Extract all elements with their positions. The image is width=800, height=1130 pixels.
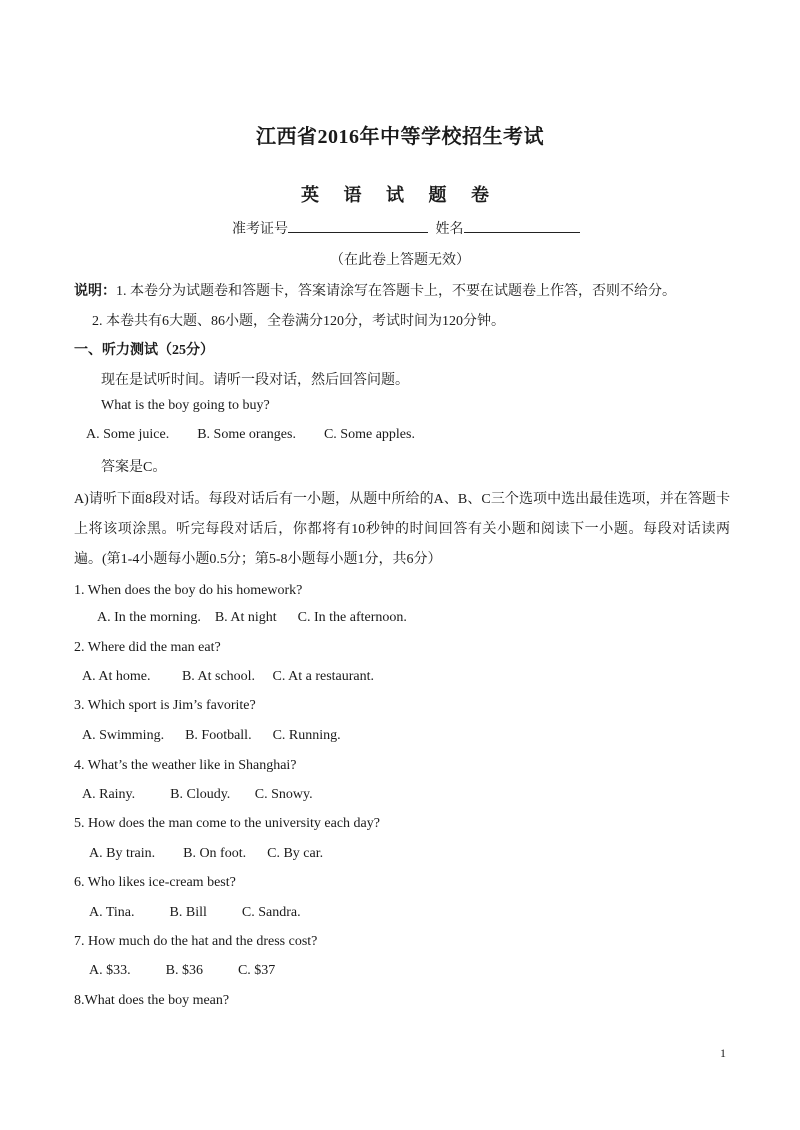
question-7: 7. How much do the hat and the dress cost? <box>74 934 318 949</box>
question-1: 1. When does the boy do his homework? <box>74 583 303 598</box>
name-blank <box>464 218 580 233</box>
question-4: 4. What’s the weather like in Shanghai? <box>74 758 297 773</box>
question-6-options: A. Tina. B. Bill C. Sandra. <box>89 905 301 920</box>
section-heading: 一、听力测试（25分） <box>74 343 214 358</box>
question-2-options: A. At home. B. At school. C. At a restaurant. <box>82 669 375 684</box>
instruction-label: 说明： <box>74 284 116 299</box>
example-answer: 答案是C。 <box>101 460 167 475</box>
example-question: What is the boy going to buy? <box>101 398 270 413</box>
question-7-options: A. $33. B. $36 C. $37 <box>89 963 276 978</box>
page-number: 1 <box>720 1046 726 1060</box>
question-3: 3. Which sport is Jim’s favorite? <box>74 698 256 713</box>
candidate-fields <box>232 218 580 238</box>
example-intro: 现在是试听时间。请听一段对话，然后回答问题。 <box>101 373 409 388</box>
question-8: 8.What does the boy mean? <box>74 993 230 1008</box>
question-1-options: A. In the morning. B. At night C. In the afternoon. <box>97 610 407 625</box>
exam-subtitle: 英 语 试 题 卷 <box>301 185 499 205</box>
example-options: A. Some juice. B. Some oranges. C. Some apples. <box>86 427 415 442</box>
name-label: 姓名 <box>435 222 464 237</box>
invalid-answer-note: （在此卷上答题无效） <box>330 253 470 268</box>
instruction-line-1 <box>74 280 676 300</box>
part-a-directions: A)请听下面8段对话。每段对话后有一小题，从题中所给的A、B、C三个选项中选出最佳选项，并在答题卡上将该项涂黑。听完每段对话后，你都将有10秒钟的时间回答有关小题和阅读下一小题。每段对话读两遍。(第1-4小题每小题0.5分；第5-8小题每小题1分，共6分） <box>74 492 730 567</box>
question-5: 5. How does the man come to the university each day? <box>74 816 380 831</box>
exam-title: 江西省2016年中等学校招生考试 <box>256 126 544 148</box>
exam-number-label: 准考证号 <box>232 222 288 237</box>
instruction-line-2: 2. 本卷共有6大题、86小题，全卷满分120分，考试时间为120分钟。 <box>92 314 505 329</box>
instruction-text-1: 1. 本卷分为试题卷和答题卡，答案请涂写在答题卡上，不要在试题卷上作答，否则不给分。 <box>116 284 676 299</box>
exam-number-blank <box>288 218 428 233</box>
question-4-options: A. Rainy. B. Cloudy. C. Snowy. <box>82 787 313 802</box>
question-2: 2. Where did the man eat? <box>74 640 221 655</box>
question-3-options: A. Swimming. B. Football. C. Running. <box>82 728 341 743</box>
question-5-options: A. By train. B. On foot. C. By car. <box>89 846 324 861</box>
question-6: 6. Who likes ice-cream best? <box>74 875 236 890</box>
